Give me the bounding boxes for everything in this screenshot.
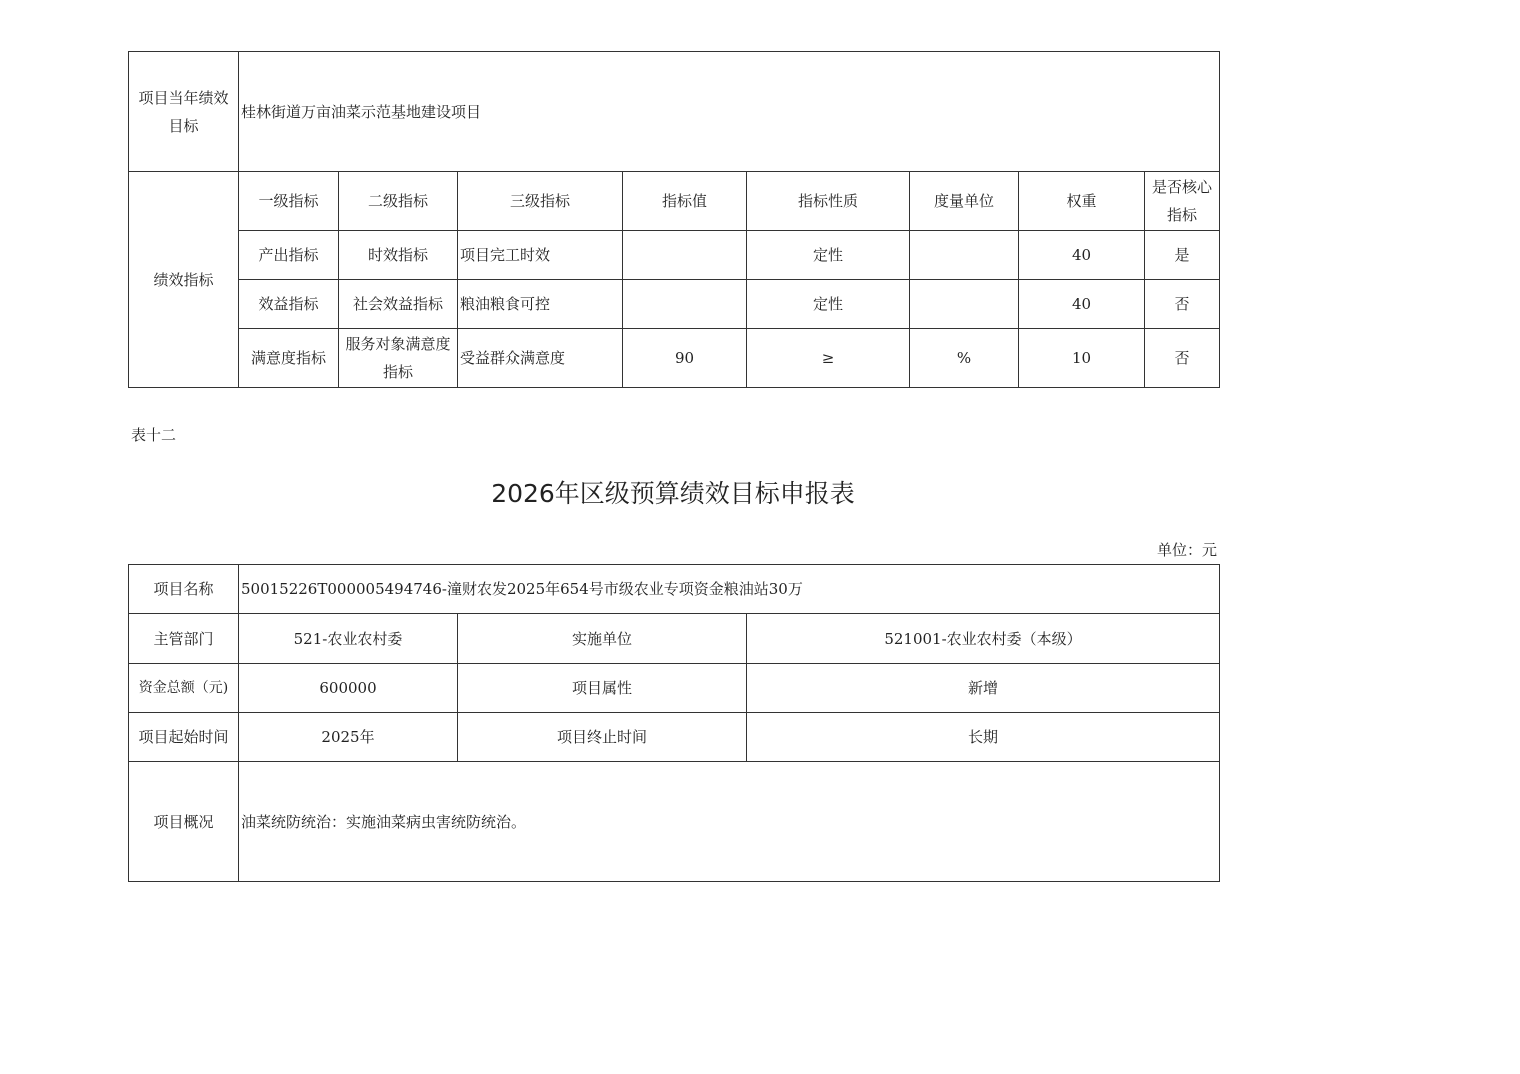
department-row xyxy=(129,614,1220,664)
table-row xyxy=(129,280,1220,329)
cell-level3: 受益群众满意度 xyxy=(458,329,623,388)
overview-row xyxy=(129,762,1220,882)
goal-value: 桂林街道万亩油菜示范基地建设项目 xyxy=(239,52,1220,172)
unit-label: 单位：元 xyxy=(1156,541,1217,559)
cell-level1: 效益指标 xyxy=(239,280,339,329)
header-level2: 二级指标 xyxy=(339,172,458,231)
goal-row xyxy=(129,52,1220,172)
overview-value: 油菜统防统治：实施油菜病虫害统防统治。 xyxy=(239,762,1220,882)
end-label: 项目终止时间 xyxy=(458,713,747,762)
cell-level3: 粮油粮食可控 xyxy=(458,280,623,329)
fund-row xyxy=(129,664,1220,713)
header-unit: 度量单位 xyxy=(910,172,1019,231)
cell-core: 否 xyxy=(1145,280,1220,329)
cell-weight: 40 xyxy=(1019,280,1145,329)
time-row xyxy=(129,713,1220,762)
cell-level2: 社会效益指标 xyxy=(339,280,458,329)
cell-level3: 项目完工时效 xyxy=(458,231,623,280)
project-name-value: 50015226T000005494746-潼财农发2025年654号市级农业专项资金粮油站30万 xyxy=(239,565,1220,614)
table-row xyxy=(129,231,1220,280)
impl-label: 实施单位 xyxy=(458,614,747,664)
dept-label: 主管部门 xyxy=(129,614,239,664)
budget-application-table xyxy=(128,564,1220,882)
attr-label: 项目属性 xyxy=(458,664,747,713)
cell-level2: 时效指标 xyxy=(339,231,458,280)
indicators-label: 绩效指标 xyxy=(129,172,239,388)
header-level3: 三级指标 xyxy=(458,172,623,231)
performance-goal-table xyxy=(128,51,1220,388)
cell-level2: 服务对象满意度指标 xyxy=(339,329,458,388)
cell-value: 90 xyxy=(623,329,747,388)
start-label: 项目起始时间 xyxy=(129,713,239,762)
header-core: 是否核心指标 xyxy=(1145,172,1220,231)
cell-weight: 10 xyxy=(1019,329,1145,388)
cell-unit xyxy=(910,280,1019,329)
cell-nature: 定性 xyxy=(747,231,910,280)
start-value: 2025年 xyxy=(239,713,458,762)
indicator-header-row xyxy=(129,172,1220,231)
dept-value: 521-农业农村委 xyxy=(239,614,458,664)
header-weight: 权重 xyxy=(1019,172,1145,231)
fund-label: 资金总额（元) xyxy=(129,664,239,713)
end-value: 长期 xyxy=(747,713,1220,762)
table-row xyxy=(129,329,1220,388)
impl-value: 521001-农业农村委（本级） xyxy=(747,614,1220,664)
goal-label: 项目当年绩效目标 xyxy=(129,52,239,172)
header-value: 指标值 xyxy=(623,172,747,231)
fund-value: 600000 xyxy=(239,664,458,713)
cell-level1: 满意度指标 xyxy=(239,329,339,388)
attr-value: 新增 xyxy=(747,664,1220,713)
project-name-row xyxy=(129,565,1220,614)
header-nature: 指标性质 xyxy=(747,172,910,231)
cell-value xyxy=(623,280,747,329)
cell-level1: 产出指标 xyxy=(239,231,339,280)
cell-value xyxy=(623,231,747,280)
cell-nature: 定性 xyxy=(747,280,910,329)
cell-core: 否 xyxy=(1145,329,1220,388)
cell-weight: 40 xyxy=(1019,231,1145,280)
page-title: 2026年区级预算绩效目标申报表 xyxy=(491,479,855,508)
cell-unit: % xyxy=(910,329,1019,388)
cell-nature: ≥ xyxy=(747,329,910,388)
overview-label: 项目概况 xyxy=(129,762,239,882)
table-number-label: 表十二 xyxy=(131,426,177,444)
cell-core: 是 xyxy=(1145,231,1220,280)
cell-unit xyxy=(910,231,1019,280)
header-level1: 一级指标 xyxy=(239,172,339,231)
project-name-label: 项目名称 xyxy=(129,565,239,614)
